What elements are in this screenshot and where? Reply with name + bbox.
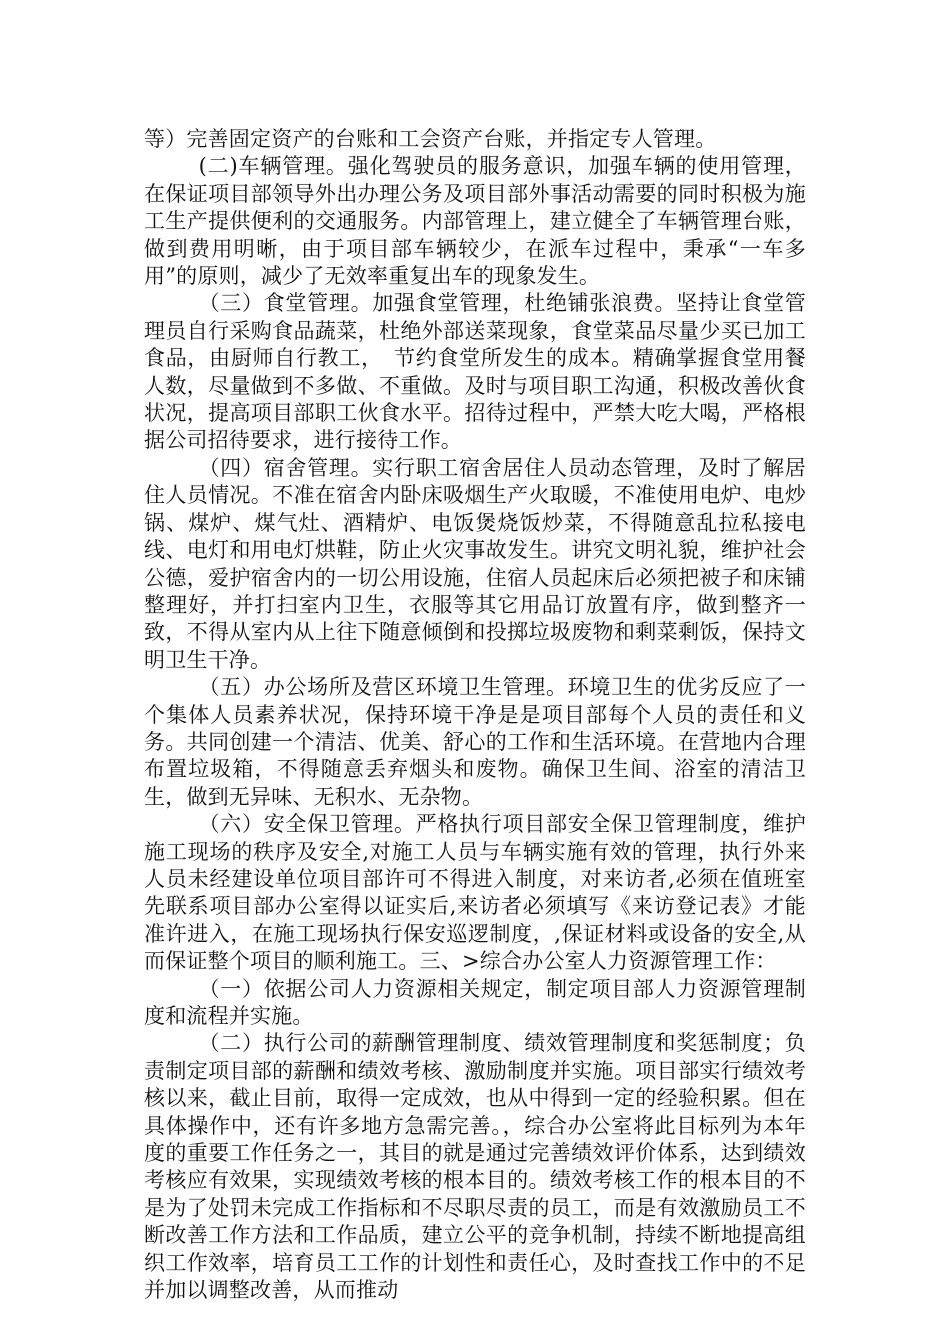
paragraph-dormitory-management: （四）宿舍管理。实行职工宿舍居住人员动态管理，及时了解居住人员情况。不准在宿舍内卧床吸烟生产火取暖，不准使用电炉、电炒锅、煤炉、煤气灶、酒精炉、电饭煲烧饭炒菜，不得随意乱拉私接电线、电灯和用电灯烘鞋，防止火灾事故发生。讲究文明礼貌，维护社会公德，爱护宿舍内的一切公用设施，住宿人员起床后必须把被子和床铺整理好，并打扫室内卫生，衣服等其它用品订放置有序，做到整齐一致，不得从室内从上往下随意倾倒和投掷垃圾废物和剩菜剩饭，保持文明卫生干净。 — [144, 455, 806, 672]
document-body — [144, 126, 806, 1304]
paragraph-environment-hygiene: （五）办公场所及营区环境卫生管理。环境卫生的优劣反应了一个集体人员素养状况，保持环境干净是是项目部每个人员的责任和义务。共同创建一个清洁、优美、舒心的工作和生活环境。在营地内合理布置垃圾箱，不得随意丢弃烟头和废物。确保卫生间、浴室的清洁卫生，做到无异味、无积水、无杂物。 — [144, 675, 806, 809]
paragraph-canteen-management: （三）食堂管理。加强食堂管理，杜绝铺张浪费。坚持让食堂管理员自行采购食品蔬菜，杜绝外部送菜现象，食堂菜品尽量少买已加工食品，由厨师自行教工， 节约食堂所发生的成本。精确掌握食堂用餐人数，尽量做到不多做、不重做。及时与项目职工沟通，积极改善伙食状况，提高项目部职工伙食水平。招待过程中，严禁大吃大喝，严格根据公司招待要求，进行接待工作。 — [144, 291, 806, 453]
paragraph-vehicle-management: (二)车辆管理。强化驾驶员的服务意识，加强车辆的使用管理，在保证项目部领导外出办理公务及项目部外事活动需要的同时积极为施工生产提供便利的交通服务。内部管理上，建立健全了车辆管理台账，做到费用明晰，由于项目部车辆较少，在派车过程中，秉承“一车多用”的原则，减少了无效率重复出车的现象发生。 — [144, 154, 806, 289]
paragraph-security-management: （六）安全保卫管理。严格执行项目部安全保卫管理制度，维护施工现场的秩序及安全,对施工人员与车辆实施有效的管理，执行外来人员未经建设单位项目部许可不得进入制度，对来访者,必须在值班室先联系项目部办公室得以证实后,来访者必须填写《来访登记表》才能准许进入，在施工现场执行保安巡逻制度，,保证材料或设备的安全,从而保证整个项目的顺利施工。三、>综合办公室人力资源管理工作： — [144, 812, 806, 974]
paragraph-continuation: 等）完善固定资产的台账和工会资产台账，并指定专人管理。 — [144, 127, 717, 151]
paragraph-hr-policy: （一）依据公司人力资源相关规定，制定项目部人力资源管理制度和流程并实施。 — [144, 976, 806, 1028]
paragraph-performance-assessment: （二）执行公司的薪酬管理制度、绩效管理制度和奖惩制度；负责制定项目部的薪酬和绩效考核、激励制度并实施。项目部实行绩效考核以来，截止目前，取得一定成效，也从中得到一定的经验积累。但在具体操作中，还有许多地方急需完善。，综合办公室将此目标列为本年度的重要工作任务之一，其目的就是通过完善绩效评价体系，达到绩效考核应有效果，实现绩效考核的根本目的。绩效考核工作的根本目的不是为了处罚未完成工作指标和不尽职尽责的员工，而是有效激励员工不断改善工作方法和工作品质，建立公平的竞争机制，持续不断地提高组织工作效率，培育员工工作的计划性和责任心，及时查找工作中的不足并加以调整改善，从而推动 — [144, 1031, 806, 1303]
